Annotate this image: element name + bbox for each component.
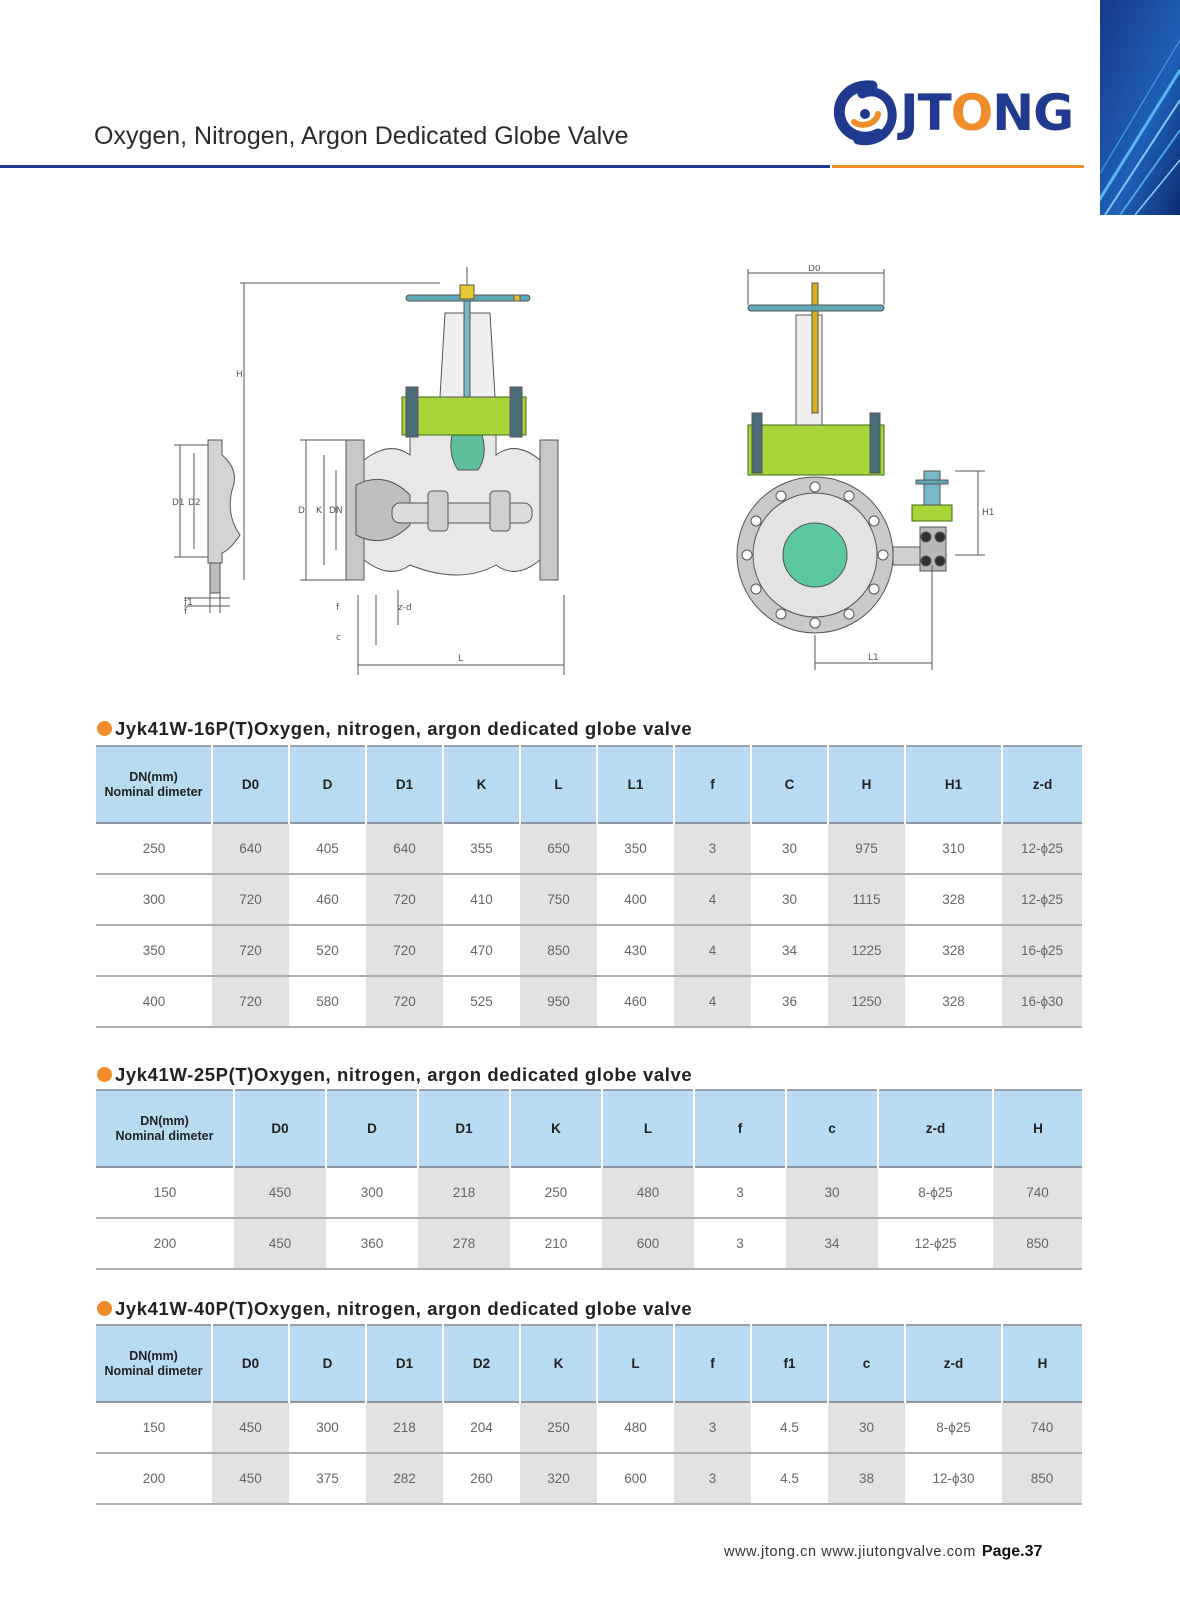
table-cell: 30 xyxy=(828,1402,905,1453)
table-cell: 375 xyxy=(289,1453,366,1504)
table-cell: 470 xyxy=(443,925,520,976)
table-cell: 30 xyxy=(786,1167,878,1218)
jtong-logo xyxy=(832,78,1088,158)
logo-wordmark: JTONG xyxy=(900,84,1074,142)
column-header: z-d xyxy=(1002,746,1082,823)
label-f-side: f xyxy=(336,603,340,613)
label-L1: L1 xyxy=(868,653,879,663)
column-header: z-d xyxy=(878,1090,993,1167)
table-cell: 328 xyxy=(905,874,1002,925)
valve-technical-drawing xyxy=(160,265,1020,690)
table-cell: 12-ϕ25 xyxy=(1002,823,1082,874)
table-cell: 30 xyxy=(751,823,828,874)
header-rule-blue xyxy=(0,165,830,168)
table-cell: 12-ϕ25 xyxy=(878,1218,993,1269)
table-cell: 850 xyxy=(993,1218,1082,1269)
column-header: D1 xyxy=(418,1090,510,1167)
table-header-row xyxy=(96,1325,1082,1402)
label-f: f xyxy=(184,607,188,617)
label-H1: H1 xyxy=(982,508,995,518)
page-title: Oxygen, Nitrogen, Argon Dedicated Globe Valve xyxy=(94,122,629,150)
table-row xyxy=(96,1453,1082,1504)
column-header: H xyxy=(828,746,905,823)
column-header: L xyxy=(520,746,597,823)
table-cell: 850 xyxy=(520,925,597,976)
spec-table-16p xyxy=(96,745,1082,1028)
table-cell: 300 xyxy=(289,1402,366,1453)
table-cell: 328 xyxy=(905,976,1002,1027)
bullet-dot-icon xyxy=(97,1301,112,1316)
label-f1: f1 xyxy=(184,598,193,608)
table-cell: 218 xyxy=(418,1167,510,1218)
column-header: D0 xyxy=(212,746,289,823)
table-cell: 450 xyxy=(234,1167,326,1218)
table-cell: 4.5 xyxy=(751,1402,828,1453)
label-DN: DN xyxy=(329,506,343,516)
page-number: Page.37 xyxy=(981,1543,1043,1560)
bullet-dot-icon xyxy=(97,721,112,736)
table-cell: 16-ϕ25 xyxy=(1002,925,1082,976)
table-cell: 210 xyxy=(510,1218,602,1269)
table-cell: 3 xyxy=(674,823,751,874)
table-cell: 200 xyxy=(96,1453,212,1504)
table-cell: 300 xyxy=(326,1167,418,1218)
table-cell: 350 xyxy=(96,925,212,976)
table-cell: 460 xyxy=(597,976,674,1027)
table-cell: 16-ϕ30 xyxy=(1002,976,1082,1027)
table-cell: 150 xyxy=(96,1402,212,1453)
table-cell: 218 xyxy=(366,1402,443,1453)
table-header-row xyxy=(96,1090,1082,1167)
bullet-dot-icon xyxy=(97,1067,112,1082)
table-cell: 36 xyxy=(751,976,828,1027)
column-header: D1 xyxy=(366,746,443,823)
column-header: c xyxy=(828,1325,905,1402)
table-cell: 525 xyxy=(443,976,520,1027)
table-cell: 250 xyxy=(510,1167,602,1218)
table-cell: 250 xyxy=(520,1402,597,1453)
section-title-16p: Jyk41W-16P(T)Oxygen, nitrogen, argon dedicated globe valve xyxy=(97,718,692,740)
table-cell: 720 xyxy=(212,874,289,925)
corner-decoration xyxy=(1100,0,1180,215)
column-header: L1 xyxy=(597,746,674,823)
table-cell: 600 xyxy=(597,1453,674,1504)
table-cell: 480 xyxy=(602,1167,694,1218)
table-cell: 650 xyxy=(520,823,597,874)
table-cell: 430 xyxy=(597,925,674,976)
table-cell: 150 xyxy=(96,1167,234,1218)
table-cell: 720 xyxy=(212,976,289,1027)
table-cell: 600 xyxy=(602,1218,694,1269)
column-header: D1 xyxy=(366,1325,443,1402)
table-cell: 260 xyxy=(443,1453,520,1504)
column-header: K xyxy=(443,746,520,823)
table-cell: 720 xyxy=(212,925,289,976)
column-header: L xyxy=(602,1090,694,1167)
column-header: L xyxy=(597,1325,674,1402)
label-D: D xyxy=(298,506,305,516)
column-header: f xyxy=(694,1090,786,1167)
table-cell: 3 xyxy=(674,1402,751,1453)
section-title-40p: Jyk41W-40P(T)Oxygen, nitrogen, argon dedicated globe valve xyxy=(97,1298,692,1320)
column-header: D xyxy=(289,1325,366,1402)
column-header: H xyxy=(993,1090,1082,1167)
column-header: K xyxy=(510,1090,602,1167)
footer xyxy=(724,1543,1042,1561)
column-header: z-d xyxy=(905,1325,1002,1402)
table-cell: 300 xyxy=(96,874,212,925)
table-cell: 1225 xyxy=(828,925,905,976)
table-row xyxy=(96,1167,1082,1218)
column-header: D0 xyxy=(234,1090,326,1167)
table-cell: 3 xyxy=(674,1453,751,1504)
column-header: f xyxy=(674,746,751,823)
dn-header: DN(mm) Nominal dimeter xyxy=(96,1090,234,1167)
footer-websites[interactable]: www.jtong.cn www.jiutongvalve.com xyxy=(724,1544,976,1560)
table-cell: 4 xyxy=(674,976,751,1027)
table-cell: 200 xyxy=(96,1218,234,1269)
table-cell: 450 xyxy=(234,1218,326,1269)
table-cell: 278 xyxy=(418,1218,510,1269)
table-row xyxy=(96,1218,1082,1269)
table-cell: 720 xyxy=(366,976,443,1027)
table-cell: 720 xyxy=(366,874,443,925)
column-header: D0 xyxy=(212,1325,289,1402)
label-D1-flange: D1 xyxy=(172,498,185,508)
table-cell: 410 xyxy=(443,874,520,925)
column-header: H1 xyxy=(905,746,1002,823)
table-cell: 520 xyxy=(289,925,366,976)
table-cell: 450 xyxy=(212,1453,289,1504)
flange-detail xyxy=(174,440,240,613)
table-cell: 850 xyxy=(1002,1453,1082,1504)
column-header: K xyxy=(520,1325,597,1402)
table-cell: 4 xyxy=(674,925,751,976)
table-row xyxy=(96,1402,1082,1453)
table-cell: 975 xyxy=(828,823,905,874)
table-cell: 38 xyxy=(828,1453,905,1504)
table-cell: 320 xyxy=(520,1453,597,1504)
table-cell: 34 xyxy=(751,925,828,976)
table-cell: 328 xyxy=(905,925,1002,976)
label-c: c xyxy=(336,633,341,643)
column-header: D xyxy=(326,1090,418,1167)
label-L: L xyxy=(458,654,464,664)
table-cell: 950 xyxy=(520,976,597,1027)
dn-header: DN(mm) Nominal dimeter xyxy=(96,1325,212,1402)
header-rule-orange xyxy=(832,165,1084,168)
table-cell: 1250 xyxy=(828,976,905,1027)
table-cell: 12-ϕ30 xyxy=(905,1453,1002,1504)
table-cell: 282 xyxy=(366,1453,443,1504)
table-cell: 640 xyxy=(212,823,289,874)
table-cell: 740 xyxy=(1002,1402,1082,1453)
label-z-d: z-d xyxy=(398,603,412,613)
dn-header: DN(mm) Nominal dimeter xyxy=(96,746,212,823)
valve-side-view xyxy=(737,269,985,670)
table-cell: 750 xyxy=(520,874,597,925)
table-cell: 480 xyxy=(597,1402,674,1453)
valve-front-view xyxy=(300,267,564,675)
label-H: H xyxy=(236,370,243,380)
table-cell: 3 xyxy=(694,1218,786,1269)
table-row xyxy=(96,925,1082,976)
table-cell: 4.5 xyxy=(751,1453,828,1504)
table-cell: 204 xyxy=(443,1402,520,1453)
table-cell: 355 xyxy=(443,823,520,874)
table-cell: 8-ϕ25 xyxy=(905,1402,1002,1453)
table-cell: 3 xyxy=(694,1167,786,1218)
table-header-row xyxy=(96,746,1082,823)
spec-table-40p xyxy=(96,1324,1082,1505)
table-cell: 460 xyxy=(289,874,366,925)
table-cell: 8-ϕ25 xyxy=(878,1167,993,1218)
table-cell: 450 xyxy=(212,1402,289,1453)
column-header: f xyxy=(674,1325,751,1402)
table-cell: 640 xyxy=(366,823,443,874)
table-cell: 720 xyxy=(366,925,443,976)
column-header: f1 xyxy=(751,1325,828,1402)
column-header: C xyxy=(751,746,828,823)
table-cell: 4 xyxy=(674,874,751,925)
table-row xyxy=(96,874,1082,925)
table-cell: 30 xyxy=(751,874,828,925)
label-D2: D2 xyxy=(188,498,201,508)
table-cell: 400 xyxy=(597,874,674,925)
table-cell: 580 xyxy=(289,976,366,1027)
table-cell: 34 xyxy=(786,1218,878,1269)
table-cell: 400 xyxy=(96,976,212,1027)
column-header: H xyxy=(1002,1325,1082,1402)
table-cell: 250 xyxy=(96,823,212,874)
label-K: K xyxy=(316,506,322,516)
table-cell: 405 xyxy=(289,823,366,874)
spec-table-25p xyxy=(96,1089,1082,1270)
label-D0: D0 xyxy=(808,265,821,274)
column-header: c xyxy=(786,1090,878,1167)
table-cell: 12-ϕ25 xyxy=(1002,874,1082,925)
table-cell: 360 xyxy=(326,1218,418,1269)
column-header: D xyxy=(289,746,366,823)
table-row xyxy=(96,976,1082,1027)
table-cell: 350 xyxy=(597,823,674,874)
table-cell: 740 xyxy=(993,1167,1082,1218)
column-header: D2 xyxy=(443,1325,520,1402)
section-title-25p: Jyk41W-25P(T)Oxygen, nitrogen, argon dedicated globe valve xyxy=(97,1064,692,1086)
table-row xyxy=(96,823,1082,874)
table-cell: 1115 xyxy=(828,874,905,925)
jtong-swirl-icon xyxy=(832,78,902,152)
table-cell: 310 xyxy=(905,823,1002,874)
